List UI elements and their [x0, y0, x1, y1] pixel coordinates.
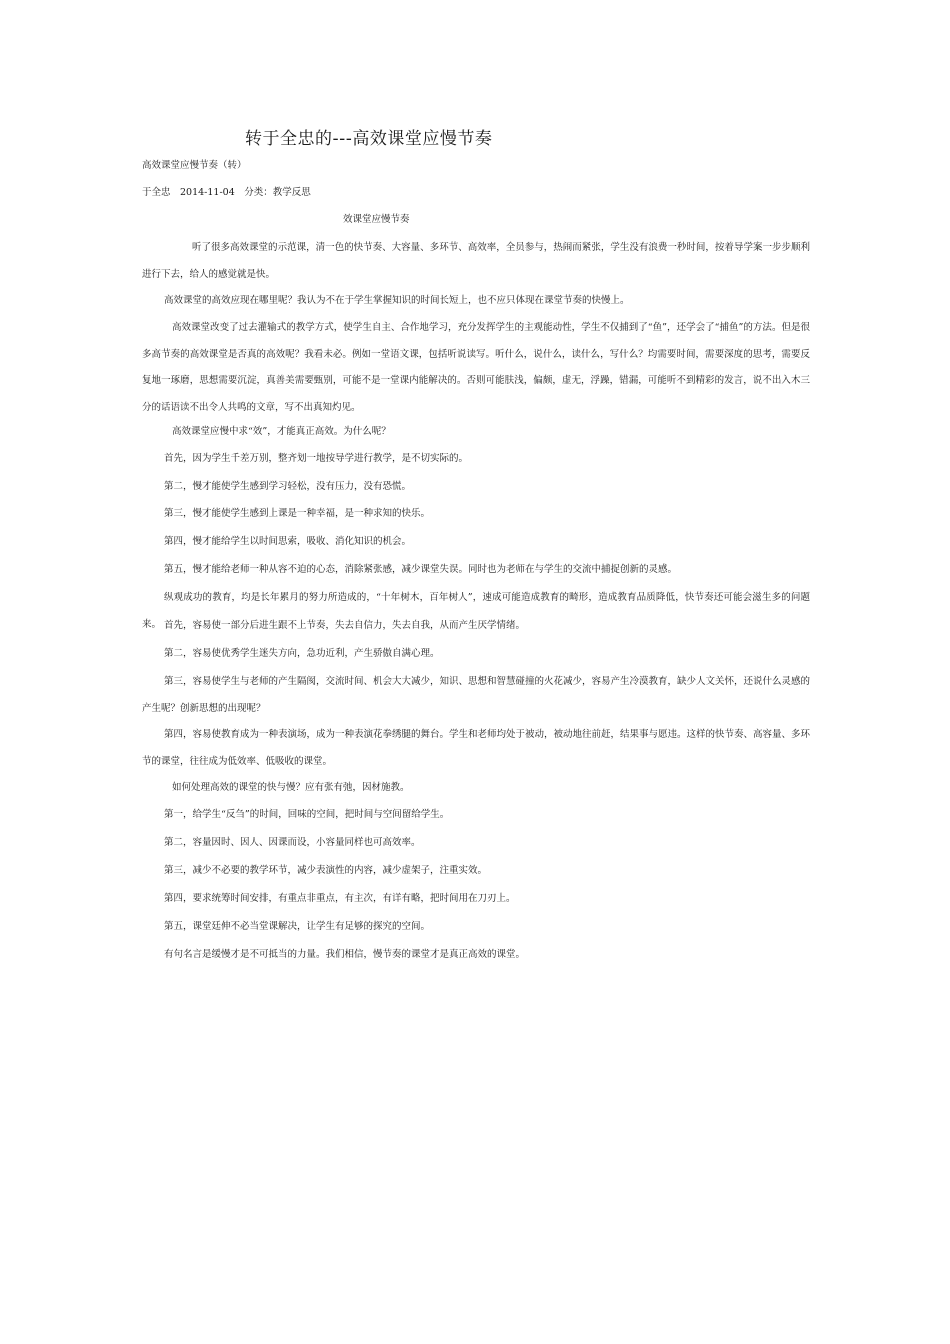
paragraph: 第三，容易使学生与老师的产生隔阂，交流时间、机会大大减少，知识、思想和智慧碰撞的火花减少，容易产生冷漠教育，缺少人文关怀，还说什么灵感的产生呢？创新思想的出现呢？: [142, 676, 811, 714]
paragraph: 第四，容易使教育成为一种表演场，成为一种表演花拳绣腿的舞台。学生和老师均处于被动，被动地往前赶，结果事与愿违。这样的快节奏、高容量、多环节的课堂，往往成为低效率、低吸收的课堂。: [142, 729, 811, 767]
paragraph: 第二，容易使优秀学生迷失方向，急功近利，产生骄傲自满心理。: [164, 648, 440, 659]
paragraph: 高效课堂的高效应现在哪里呢？我认为不在于学生掌握知识的时间长短上，也不应只体现在课堂节奏的快慢上。: [164, 295, 630, 306]
paragraph: 高效课堂应慢中求“效”，才能真正高效。为什么呢？: [172, 426, 391, 437]
paragraph: 第三，减少不必要的教学环节，减少表演性的内容，减少虚架子，注重实效。: [164, 865, 488, 876]
paragraph: 第四，要求统筹时间安排，有重点非重点，有主次，有详有略，把时间用在刀刃上。: [164, 893, 516, 904]
paragraph: 纵观成功的教育，均是长年累月的努力所造成的，“十年树木，百年树人”，速成可能造成教育的畸形，造成教育品质降低，快节奏还可能会滋生多的问题来。: [142, 592, 810, 630]
paragraph: 第三，慢才能使学生感到上课是一种幸福，是一种求知的快乐。: [164, 508, 431, 519]
paragraph: 第二，慢才能使学生感到学习轻松，没有压力，没有恐慌。: [164, 481, 412, 492]
page-title: 转于全忠的---高效课堂应慢节奏: [245, 129, 493, 149]
paragraph: 第二，容量因时、因人、因课而设，小容量同样也可高效率。: [164, 837, 421, 848]
author-meta: 于全忠 2014-11-04 分类：教学反思: [142, 187, 311, 198]
paragraph: 有句名言是缓慢才是不可抵当的力量。我们相信，慢节奏的课堂才是真正高效的课堂。: [164, 949, 526, 960]
paragraph: 第五，慢才能给老师一种从容不迫的心态，消除紧张感，减少课堂失误。同时也为老师在与学生的交流中捕捉创新的灵感。: [164, 564, 678, 575]
paragraph: 第五，课堂廷伸不必当堂课解决，让学生有足够的探究的空间。: [164, 921, 431, 932]
paragraph: 高效课堂改变了过去灌输式的教学方式，使学生自主、合作地学习，充分发挥学生的主观能动性，学生不仅捕到了“鱼”，还学会了“捕鱼”的方法。但是很多高节奏的高效课堂是否真的高效呢？我看未必。例如一堂语文课，包括听说读写。听什么，说什么，读什么，写什么？均需要时间，需要深度的思考，需要反复地一琢磨，思想需要沉淀，真善美需要甄别，可能不是一堂课内能解决的。否则可能肤浅，偏颇，虚无，浮躁，错漏，可能听不到精彩的发言，说不出入木三分的话语读不出令人共鸣的文章，写不出真知灼见。: [142, 322, 810, 413]
paragraph: 首先，因为学生千差万别，整齐划一地按导学进行教学，是不切实际的。: [164, 453, 469, 464]
paragraph: 听了很多高效课堂的示范课，清一色的快节奏、大容量、多环节、高效率，全员参与，热闹而紧张，学生没有浪费一秒时间，按着导学案一步步顺利进行下去，给人的感觉就是快。: [142, 242, 810, 280]
center-heading: 效课堂应慢节奏: [343, 214, 410, 225]
subtitle: 高效课堂应慢节奏（转）: [142, 160, 247, 171]
paragraph: 首先，容易使一部分后进生跟不上节奏，失去自信力，失去自我，从而产生厌学情绪。: [164, 620, 526, 631]
paragraph: 如何处理高效的课堂的快与慢？应有张有弛，因材施教。: [172, 782, 410, 793]
paragraph: 第一，给学生“反刍”的时间，回味的空间，把时间与空间留给学生。: [164, 809, 450, 820]
paragraph: 第四，慢才能给学生以时间思索，吸收、消化知识的机会。: [164, 536, 412, 547]
